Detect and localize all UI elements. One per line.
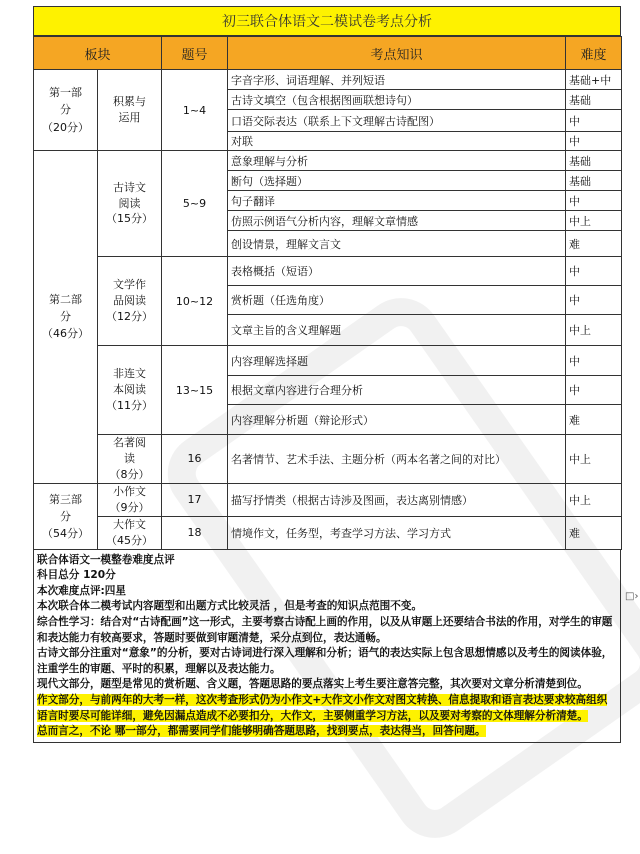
review-notes bbox=[33, 550, 621, 743]
note-total-score: 科目总分 120分 bbox=[37, 569, 116, 582]
difficulty-level: 中上 bbox=[566, 211, 622, 231]
note-title: 联合体语文一模整卷难度点评 bbox=[37, 553, 175, 566]
table-row bbox=[34, 151, 622, 171]
note-composition-text: 作文部分，与前两年的大考一样，这次考查形式仍为小作文+大作文小作文对图文转换、信息提取和语言表达要求较高组织语言时要尽可能详细，避免因漏点造成不必要扣分，大作文，主要侧重学习方法，以及要对考察的文体理解分析清楚。 bbox=[37, 694, 608, 722]
cell-line: （12分） bbox=[106, 309, 153, 323]
question-number: 5~9 bbox=[162, 151, 228, 257]
difficulty-level: 中 bbox=[566, 191, 622, 211]
question-number: 16 bbox=[162, 435, 228, 484]
knowledge-point: 仿照示例语气分析内容，理解文章情感 bbox=[228, 211, 566, 231]
table-row bbox=[34, 483, 622, 516]
note-overview: 本次联合体二模考试内容题型和出题方式比较灵活 ，但是考查的知识点范围不变。 bbox=[37, 600, 423, 613]
note-conclusion bbox=[37, 724, 617, 740]
table-row bbox=[34, 70, 622, 90]
knowledge-point: 内容理解分析题（辩论形式） bbox=[228, 405, 566, 435]
knowledge-point: 根据文章内容进行合理分析 bbox=[228, 376, 566, 405]
knowledge-point: 意象理解与分析 bbox=[228, 151, 566, 171]
difficulty-level: 基础 bbox=[566, 90, 622, 110]
note-comprehensive-study: 综合性学习：结合对“古诗配画”这一形式，主要考察古诗配上画的作用，以及从审题上还要结合书法的作用，对学生的审题和表达能力有较高要求，答题时要做到审题清楚，采分点到位，表达通畅。 bbox=[37, 616, 613, 644]
knowledge-point: 表格概括（短语） bbox=[228, 257, 566, 286]
cell-line: （15分） bbox=[106, 212, 153, 226]
module-name bbox=[98, 346, 162, 435]
question-number: 10~12 bbox=[162, 257, 228, 346]
cell-line: 分 bbox=[60, 103, 71, 117]
cell-line: 分 bbox=[60, 509, 71, 523]
cell-line: 第三部 bbox=[49, 492, 82, 506]
cell-line: （54分） bbox=[42, 526, 89, 540]
question-number: 17 bbox=[162, 483, 228, 516]
module-name bbox=[98, 151, 162, 257]
section-name bbox=[34, 483, 98, 549]
difficulty-level: 中 bbox=[566, 257, 622, 286]
difficulty-level: 基础 bbox=[566, 171, 622, 191]
question-number: 18 bbox=[162, 516, 228, 549]
knowledge-point: 口语交际表达（联系上下文理解古诗配图） bbox=[228, 110, 566, 132]
knowledge-point: 字音字形、词语理解、并列短语 bbox=[228, 70, 566, 90]
difficulty-level: 基础 bbox=[566, 151, 622, 171]
knowledge-point: 赏析题（任选角度） bbox=[228, 286, 566, 315]
note-modern-text: 现代文部分，题型是常见的赏析题、含义题，答题思路的要点落实上考生要注意答完整，其次要对文章分析清楚到位。 bbox=[37, 678, 588, 691]
section-name bbox=[34, 151, 98, 484]
knowledge-point: 句子翻译 bbox=[228, 191, 566, 211]
cell-line: 品阅读 bbox=[113, 294, 146, 308]
knowledge-point: 内容理解选择题 bbox=[228, 346, 566, 376]
note-composition bbox=[37, 693, 617, 724]
table-body bbox=[34, 70, 622, 550]
knowledge-point: 名著情节、艺术手法、主题分析（两本名著之间的对比） bbox=[228, 435, 566, 484]
side-edit-icon[interactable]: □› bbox=[625, 591, 639, 602]
difficulty-level: 难 bbox=[566, 405, 622, 435]
analysis-sheet bbox=[33, 6, 621, 743]
table-header-row bbox=[34, 37, 622, 70]
difficulty-level: 难 bbox=[566, 231, 622, 257]
header-difficulty: 难度 bbox=[566, 37, 622, 70]
cell-line: 文学作 bbox=[113, 278, 146, 292]
header-knowledge-point: 考点知识 bbox=[228, 37, 566, 70]
cell-line: （20分） bbox=[42, 120, 89, 134]
cell-line: 古诗文 bbox=[113, 180, 146, 194]
question-number: 1~4 bbox=[162, 70, 228, 151]
cell-line: 大作文 bbox=[113, 517, 146, 531]
table-row bbox=[34, 435, 622, 484]
module-name bbox=[98, 70, 162, 151]
difficulty-level: 中 bbox=[566, 376, 622, 405]
note-classical-poetry: 古诗文部分注重对“意象”的分析，要对古诗词进行深入理解和分析；语气的表达实际上包含思想情感以及考生的阅读体验，注重学生的审题、平时的积累，理解以及表达能力。 bbox=[37, 647, 613, 675]
difficulty-level: 基础+中 bbox=[566, 70, 622, 90]
cell-line: 读 bbox=[124, 451, 135, 465]
cell-line: （46分） bbox=[42, 327, 89, 341]
knowledge-point: 文章主旨的含义理解题 bbox=[228, 315, 566, 346]
module-name bbox=[98, 435, 162, 484]
note-conclusion-text: 总而言之，不论 哪一部分，都需要同学们能够明确答题思路，找到要点，表达得当，回答问题。 bbox=[37, 725, 486, 738]
knowledge-point: 古诗文填空（包含根据图画联想诗句） bbox=[228, 90, 566, 110]
difficulty-level: 中上 bbox=[566, 483, 622, 516]
exam-analysis-table bbox=[33, 36, 622, 550]
cell-line: （9分） bbox=[109, 500, 150, 514]
cell-line: 阅读 bbox=[118, 196, 141, 210]
table-row bbox=[34, 257, 622, 286]
cell-line: （11分） bbox=[106, 398, 153, 412]
difficulty-level: 中 bbox=[566, 110, 622, 132]
note-difficulty-rating: 本次难度点评:四星 bbox=[37, 584, 126, 597]
table-row bbox=[34, 346, 622, 376]
module-name bbox=[98, 516, 162, 549]
section-name bbox=[34, 70, 98, 151]
cell-line: （8分） bbox=[109, 467, 150, 481]
cell-line: 小作文 bbox=[113, 484, 146, 498]
knowledge-point: 对联 bbox=[228, 132, 566, 151]
cell-line: 第二部 bbox=[49, 293, 82, 307]
sheet-title: 初三联合体语文二模试卷考点分析 bbox=[33, 6, 621, 36]
cell-line: 本阅读 bbox=[113, 383, 146, 397]
module-name bbox=[98, 483, 162, 516]
cell-line: 第一部 bbox=[49, 86, 82, 100]
difficulty-level: 中上 bbox=[566, 435, 622, 484]
cell-line: 名著阅 bbox=[113, 436, 146, 449]
knowledge-point: 情境作文，任务型，考查学习方法、学习方式 bbox=[228, 516, 566, 549]
question-number: 13~15 bbox=[162, 346, 228, 435]
cell-line: 非连文 bbox=[113, 367, 146, 381]
knowledge-point: 描写抒情类（根据古诗涉及图画，表达离别情感） bbox=[228, 483, 566, 516]
difficulty-level: 难 bbox=[566, 516, 622, 549]
cell-line: 分 bbox=[60, 310, 71, 324]
knowledge-point: 断句（选择题） bbox=[228, 171, 566, 191]
knowledge-point: 创设情景，理解文言文 bbox=[228, 231, 566, 257]
difficulty-level: 中 bbox=[566, 132, 622, 151]
cell-line: 运用 bbox=[118, 111, 141, 124]
header-module: 板块 bbox=[34, 37, 162, 70]
cell-line: 积累与 bbox=[113, 95, 146, 109]
difficulty-level: 中 bbox=[566, 346, 622, 376]
module-name bbox=[98, 257, 162, 346]
table-row bbox=[34, 516, 622, 549]
difficulty-level: 中 bbox=[566, 286, 622, 315]
difficulty-level: 中上 bbox=[566, 315, 622, 346]
header-question-number: 题号 bbox=[162, 37, 228, 70]
cell-line: （45分） bbox=[106, 533, 153, 547]
